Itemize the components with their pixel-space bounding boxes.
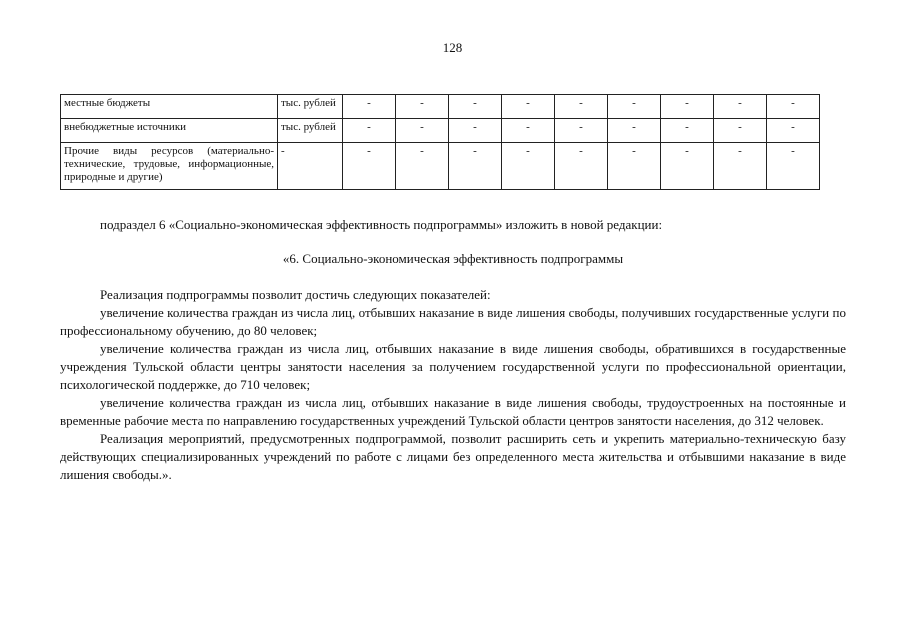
row-name: внебюджетные источники: [61, 119, 278, 143]
table-cell: -: [608, 95, 661, 119]
paragraph: Реализация мероприятий, предусмотренных подпрограммой, позволит расширить сеть и укрепить материально-техническую базу действующих специализированных учреждений по работе с лицами без определенного места жительства и отбывшими наказание в виде лишения свободы.».: [60, 431, 846, 482]
table-cell: -: [767, 119, 820, 143]
table-cell: -: [714, 95, 767, 119]
paragraph: Реализация подпрограммы позволит достичь следующих показателей:: [100, 287, 491, 302]
paragraph: увеличение количества граждан из числа лиц, отбывших наказание в виде лишения свободы, трудоустроенных на постоянные и временные рабочие места по направлению государственных учреждений Тульской области центров занятости населения, до 312 человек.: [60, 395, 846, 428]
table-cell: -: [502, 119, 555, 143]
table-cell: -: [555, 143, 608, 190]
table-cell: -: [502, 143, 555, 190]
table-cell: -: [767, 143, 820, 190]
table-cell: -: [449, 143, 502, 190]
paragraph: увеличение количества граждан из числа лиц, отбывших наказание в виде лишения свободы, получивших государственные услуги по профессиональному обучению, до 80 человек;: [60, 305, 846, 338]
resources-table: [60, 94, 820, 190]
table-row: [61, 119, 820, 143]
page-number: 128: [442, 40, 463, 55]
table-cell: -: [396, 119, 449, 143]
paragraph: увеличение количества граждан из числа лиц, отбывших наказание в виде лишения свободы, обратившихся в государственные учреждения Тульской области центры занятости населения за получением государственной услуги по профессиональной ориентации, психологической поддержке, до 710 человек;: [60, 341, 846, 392]
row-name: Прочие виды ресурсов (материально-технические, трудовые, информационные, природные и другие): [61, 143, 278, 190]
table-cell: -: [343, 143, 396, 190]
table-cell: -: [343, 119, 396, 143]
table-cell: -: [396, 143, 449, 190]
table-cell: -: [661, 95, 714, 119]
row-unit: -: [278, 143, 343, 190]
table-cell: -: [767, 95, 820, 119]
table-cell: -: [396, 95, 449, 119]
row-unit: тыс. рублей: [278, 119, 343, 143]
table-cell: -: [502, 95, 555, 119]
intro-text: подраздел 6 «Социально-экономическая эффективность подпрограммы» изложить в новой редакции:: [100, 217, 663, 232]
table-cell: -: [449, 119, 502, 143]
row-name: местные бюджеты: [61, 95, 278, 119]
table-cell: -: [449, 95, 502, 119]
section-title: «6. Социально-экономическая эффективность подпрограммы: [282, 251, 624, 266]
table-cell: -: [661, 143, 714, 190]
table-cell: -: [343, 95, 396, 119]
table-row: [61, 143, 820, 190]
section-body: [60, 286, 846, 484]
row-unit: тыс. рублей: [278, 95, 343, 119]
table-cell: -: [661, 119, 714, 143]
table-cell: -: [608, 119, 661, 143]
table-cell: -: [608, 143, 661, 190]
table-cell: -: [714, 119, 767, 143]
table-cell: -: [555, 95, 608, 119]
table-row: [61, 95, 820, 119]
table-cell: -: [555, 119, 608, 143]
table-cell: -: [714, 143, 767, 190]
